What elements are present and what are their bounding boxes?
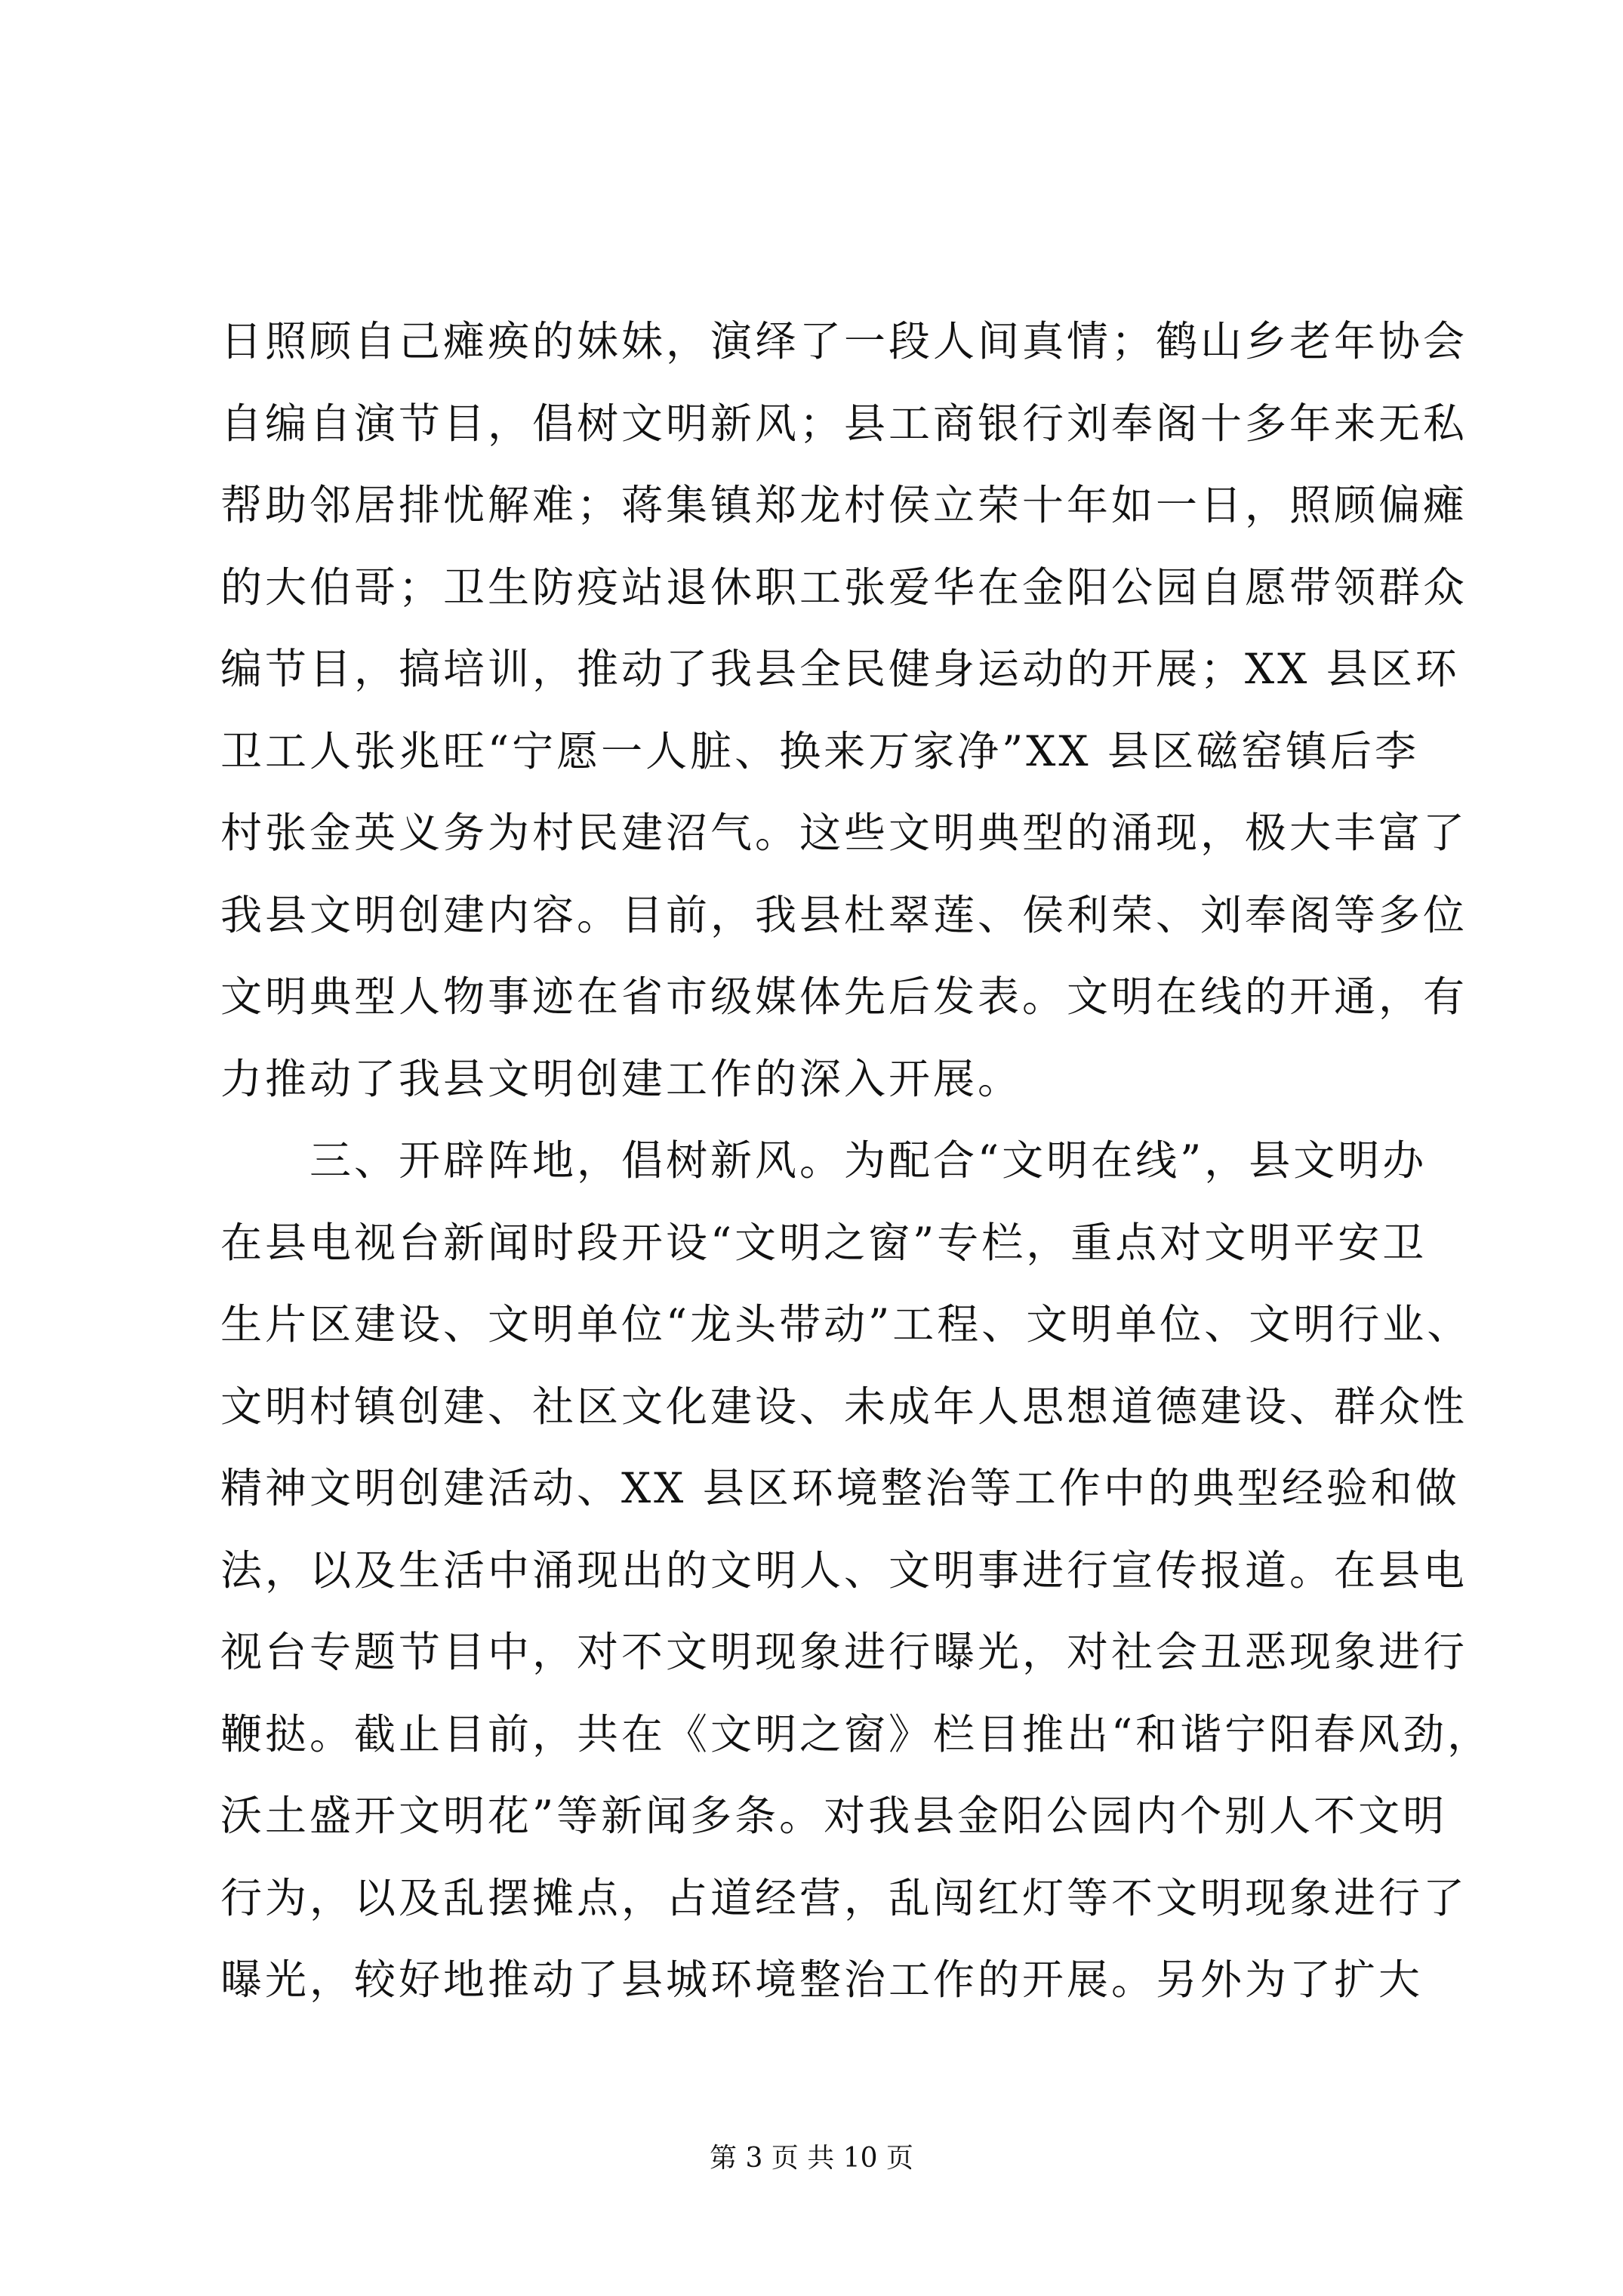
text-line: 鞭挞。截止目前，共在《文明之窗》栏目推出“和谐宁阳春风劲， (220, 1709, 1492, 1758)
text-line: 曝光，较好地推动了县城环境整治工作的开展。另外为了扩大 (220, 1955, 1424, 2004)
text-line: 法，以及生活中涌现出的文明人、文明事进行宣传报道。在县电 (220, 1546, 1468, 1595)
text-line: 在县电视台新闻时段开设“文明之窗”专栏，重点对文明平安卫 (220, 1218, 1427, 1267)
page-footer: 第 3 页 共 10 页 (710, 2143, 913, 2174)
text-line: 沃土盛开文明花”等新闻多条。对我县金阳公园内个别人不文明 (220, 1792, 1448, 1840)
text-line: 帮助邻居排忧解难；蒋集镇郑龙村侯立荣十年如一日，照顾偏瘫 (220, 481, 1468, 529)
text-line: 精神文明创建活动、XX 县区环境整治等工作中的典型经验和做 (220, 1464, 1460, 1512)
text-line: 编节目，搞培训，推动了我县全民健身运动的开展；XX 县区环 (220, 645, 1460, 693)
text-line: 村张金英义务为村民建沼气。这些文明典型的涌现，极大丰富了 (220, 809, 1468, 857)
text-line: 三、开辟阵地，倡树新风。为配合“文明在线”，县文明办 (220, 1136, 1427, 1185)
text-line: 日照顾自己瘫痪的妹妹，演绎了一段人间真情；鹤山乡老年协会 (220, 317, 1468, 365)
body-text (220, 300, 1492, 2021)
text-line: 视台专题节目中，对不文明现象进行曝光，对社会丑恶现象进行 (220, 1628, 1468, 1676)
text-line: 生片区建设、文明单位“龙头带动”工程、文明单位、文明行业、 (220, 1300, 1472, 1348)
text-line: 力推动了我县文明创建工作的深入开展。 (220, 1054, 1023, 1103)
text-line: 卫工人张兆旺“宁愿一人脏、换来万家净”XX 县区磁窑镇后李 (220, 726, 1420, 775)
text-line: 自编自演节目，倡树文明新风；县工商银行刘奉阁十多年来无私 (220, 399, 1468, 448)
text-line: 文明村镇创建、社区文化建设、未成年人思想道德建设、群众性 (220, 1382, 1468, 1431)
text-line: 行为，以及乱摆摊点，占道经营，乱闯红灯等不文明现象进行了 (220, 1873, 1468, 1922)
text-line: 我县文明创建内容。目前，我县杜翠莲、侯利荣、刘奉阁等多位 (220, 890, 1468, 939)
text-line: 文明典型人物事迹在省市级媒体先后发表。文明在线的开通，有 (220, 972, 1468, 1021)
text-line: 的大伯哥；卫生防疫站退休职工张爱华在金阳公园自愿带领群众 (220, 562, 1468, 612)
